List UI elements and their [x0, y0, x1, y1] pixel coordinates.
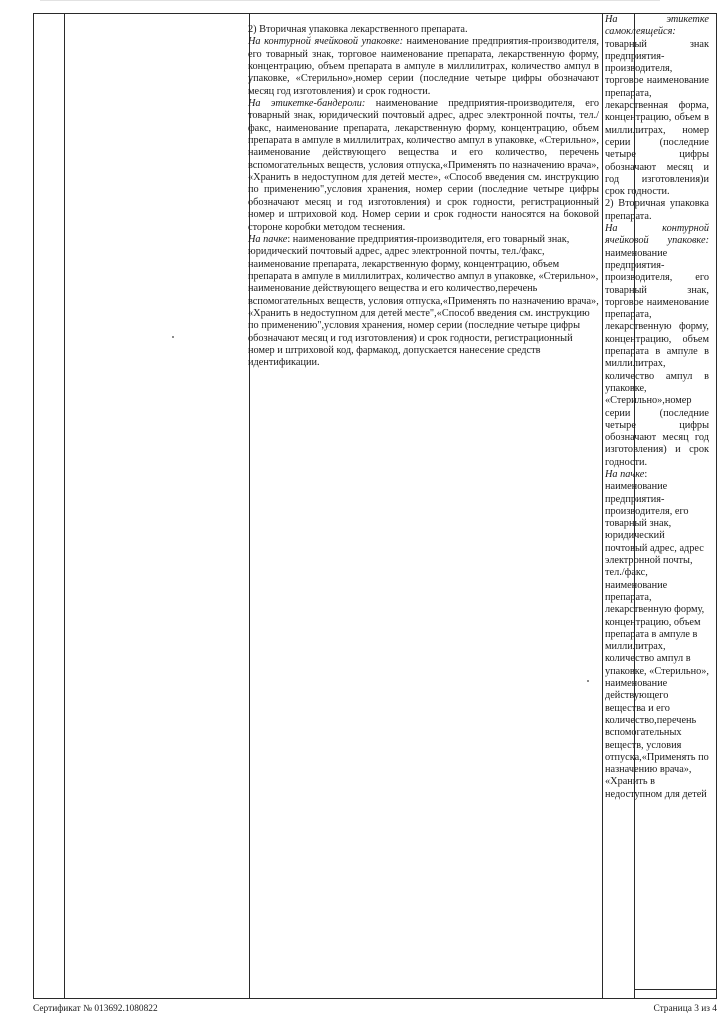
paragraph-label: На пачке	[248, 233, 288, 245]
paragraph-carton	[248, 234, 599, 370]
paragraph-text: наименование предприятия-производителя, его товарный знак, юридический почтовый адрес, адрес электронной почты, тел./факс, наименование препарата, лекарственную форму, концентрацию, объем препарата в ампуле в миллилитрах, количество ампул в упаковке, «Стерильно», наименование действующего вещества и его количество, перечень вспомогательных веществ, условия отпуска,«Применять по назначению врача», «Хранить в недоступном для детей месте», «Способ введения см. инструкцию по применению",условия хранения, номер серии (последние четыре цифры обозначают месяц и год изготовления) и срок годности, регистрационный номер и штриховой код. Номер серии и срок годности наносятся на боковой стороне коробки методом теснения.	[248, 98, 599, 233]
paragraph-label: На контурной ячейковой упаковке:	[248, 36, 404, 48]
paragraph-label: На пачке	[605, 468, 645, 480]
paragraph-text: товарный знак предприятия-производителя, торговое наименование препарата, лекарственная форма, концентрацию, объем в миллилитрах, номер серии (последние четыре цифры обозначают месяц и год изготовления)и срок годности.	[605, 38, 709, 198]
paragraph-text: : наименование предприятия-производителя, его товарный знак, юридический почтовый адрес, адрес электронной почты, тел./факс, наименование препарата, лекарственную форму, концентрацию, объем препарата в ампуле в миллилитрах, количество ампул в упаковке, «Стерильно», наименование действующего вещества и его количество,перечень вспомогательных веществ, условия отпуска,«Применять по назначению врача», «Хранить в недоступном для детей	[605, 468, 710, 800]
side-paragraph-cell-pack	[605, 223, 709, 469]
main-text-cell	[248, 24, 599, 370]
paragraph-label: На этикетке самоклеящейся:	[605, 14, 709, 38]
certificate-number: Сертификат № 013692.1080822	[33, 1004, 158, 1014]
column-divider	[602, 14, 603, 998]
side-section-heading: 2) Вторичная упаковка препарата.	[605, 198, 709, 222]
section-heading: 2) Вторичная упаковка лекарственного препарата.	[248, 24, 468, 35]
column-divider	[64, 14, 65, 998]
scan-speck	[587, 680, 589, 682]
side-text-cell	[605, 14, 709, 801]
paragraph-cell-pack	[248, 36, 599, 98]
page-number: Страница 3 из 4	[653, 1004, 717, 1014]
paragraph-text: : наименование предприятия-производителя, его товарный знак, юридический почтовый адрес, адрес электронной почты, тел./факс, наименование препарата, лекарственную форму, концентрацию, объем препарата в ампуле в миллилитрах, количество ампул в упаковке, «Стерильно», наименование действующего вещества и его количество,перечень вспомогательных веществ, условия отпуска,«Применять по назначению врача», «Хранить в недоступном для детей месте",«Способ введения см. инструкцию по применению",условия хранения, номер серии (последние четыре цифры обозначают месяц и год изготовления) и срок годности, регистрационный номер и штриховой код, фармакод, допускается нанесение средств идентификации.	[248, 233, 599, 369]
scan-top-edge	[40, 0, 660, 6]
scan-speck	[172, 336, 174, 338]
paragraph-text: наименование предприятия-производителя, его товарный знак, торговое наименование препарата, лекарственную форму, концентрацию, объем препарата в ампуле в миллилитрах, количество ампул в упаковке, «Стерильно»,номер серии (последние четыре цифры обозначают месяц год изготовления) и срок годности.	[605, 247, 709, 468]
side-paragraph-label	[605, 14, 709, 198]
row-divider	[634, 989, 716, 990]
paragraph-banderol	[248, 98, 599, 234]
side-paragraph-carton	[605, 469, 709, 801]
paragraph-label: На контурной ячейковой упаковке:	[605, 223, 709, 247]
paragraph-label: На этикетке-бандероли:	[248, 98, 366, 110]
paragraph-text: наименование предприятия-производителя, его товарный знак, торговое наименование препарата, лекарственную форму, концентрацию, объем препарата в ампуле в миллилитрах, количество ампул в упаковке, «Стерильно»,номер серии (последние четыре цифры обозначают месяц год изготовления) и срок годности.	[248, 36, 599, 97]
